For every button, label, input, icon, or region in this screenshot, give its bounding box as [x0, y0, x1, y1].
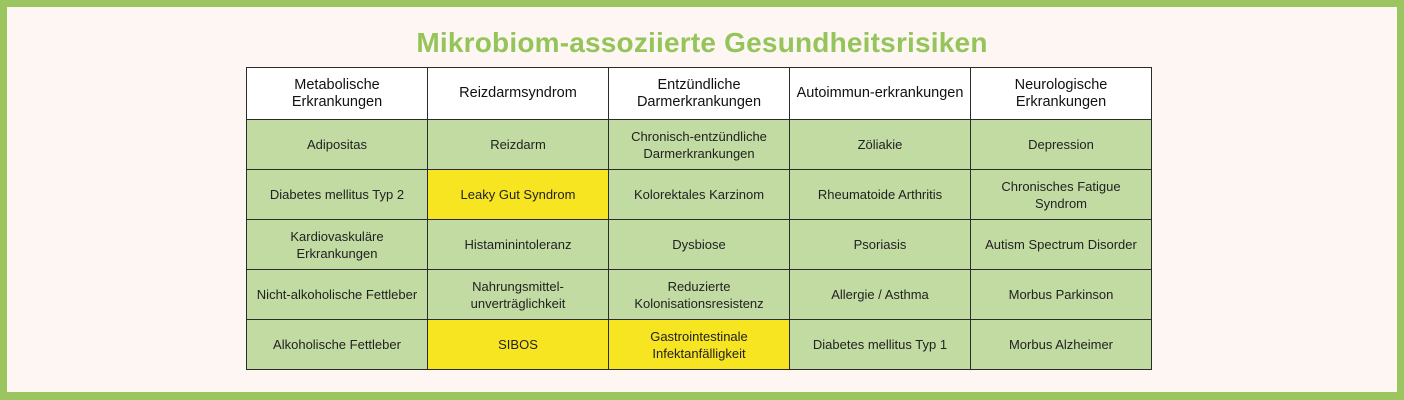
table-row — [247, 170, 1152, 220]
table-row — [247, 270, 1152, 320]
table-row — [247, 320, 1152, 370]
table-cell-highlighted: SIBOS — [428, 320, 609, 370]
table-cell: Adipositas — [247, 120, 428, 170]
table-cell: Kardiovaskuläre Erkrankungen — [247, 220, 428, 270]
table-cell: Autism Spectrum Disorder — [971, 220, 1152, 270]
table-row — [247, 120, 1152, 170]
table-cell: Reizdarm — [428, 120, 609, 170]
table-cell: Alkoholische Fettleber — [247, 320, 428, 370]
table-cell-highlighted: Leaky Gut Syndrom — [428, 170, 609, 220]
table-cell: Chronisch-entzündliche Darmerkrankungen — [609, 120, 790, 170]
content-panel — [7, 7, 1397, 392]
header-ibs: Reizdarmsyndrom — [428, 68, 609, 120]
header-ibd: Entzündliche Darmerkrankungen — [609, 68, 790, 120]
page-title: Mikrobiom-assoziierte Gesundheitsrisiken — [416, 27, 988, 58]
table-cell: Depression — [971, 120, 1152, 170]
table-cell: Nicht-alkoholische Fettleber — [247, 270, 428, 320]
header-autoimmune: Autoimmun-erkrankungen — [790, 68, 971, 120]
table-header-row — [247, 68, 1152, 120]
table-cell: Diabetes mellitus Typ 1 — [790, 320, 971, 370]
table-cell: Allergie / Asthma — [790, 270, 971, 320]
table-cell: Morbus Alzheimer — [971, 320, 1152, 370]
table-cell: Rheumatoide Arthritis — [790, 170, 971, 220]
risk-table — [246, 67, 1152, 370]
table-cell: Morbus Parkinson — [971, 270, 1152, 320]
table-cell: Nahrungsmittel-unverträglichkeit — [428, 270, 609, 320]
table-cell: Reduzierte Kolonisationsresistenz — [609, 270, 790, 320]
header-neuro: Neurologische Erkrankungen — [971, 68, 1152, 120]
table-row — [247, 220, 1152, 270]
table-cell: Diabetes mellitus Typ 2 — [247, 170, 428, 220]
table-cell: Psoriasis — [790, 220, 971, 270]
table-cell: Zöliakie — [790, 120, 971, 170]
table-cell: Chronisches Fatigue Syndrom — [971, 170, 1152, 220]
table-cell-highlighted: Gastrointestinale Infektanfälligkeit — [609, 320, 790, 370]
header-metabolic: Metabolische Erkrankungen — [247, 68, 428, 120]
table-cell: Histaminintoleranz — [428, 220, 609, 270]
table-cell: Kolorektales Karzinom — [609, 170, 790, 220]
table-cell: Dysbiose — [609, 220, 790, 270]
